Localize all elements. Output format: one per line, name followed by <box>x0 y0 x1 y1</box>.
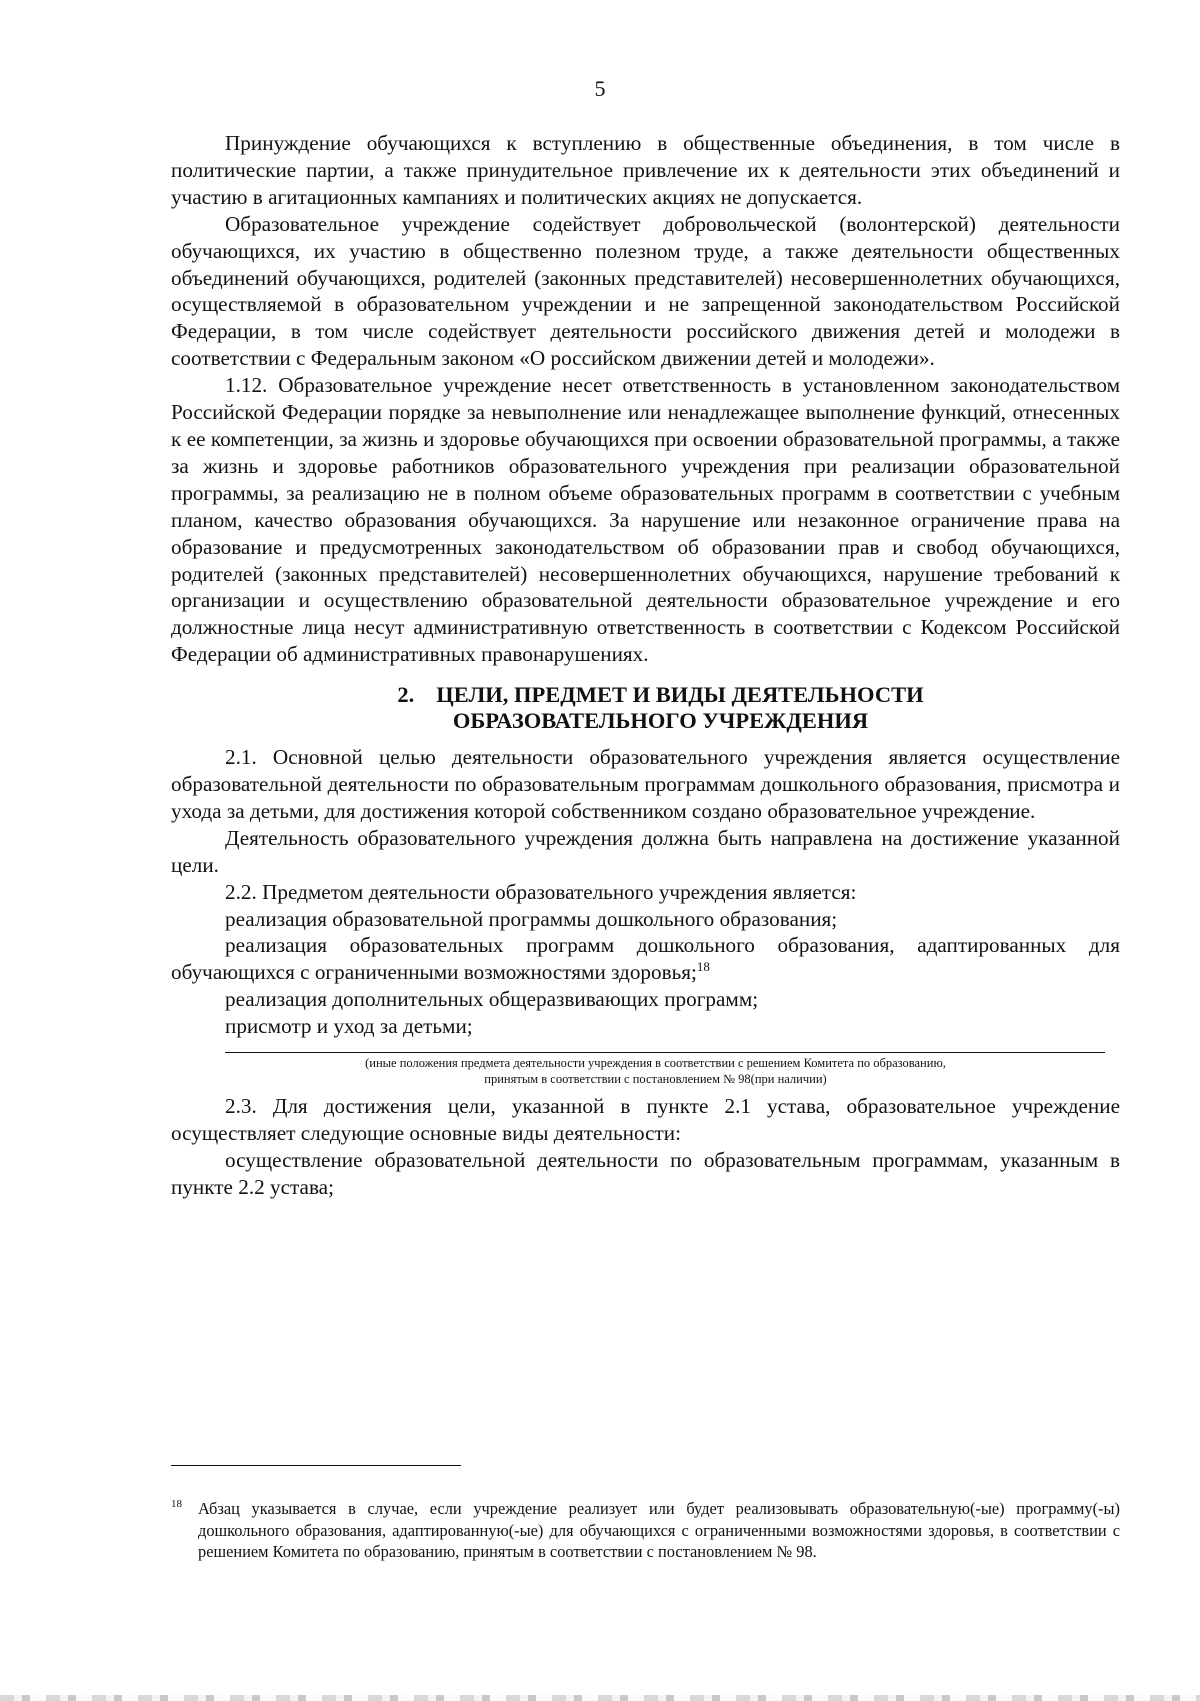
paragraph-1-12-responsibility: 1.12. Образовательное учреждение несет ответственность в установленном законодательством Российской Федерации порядке за невыполнение или ненадлежащее выполнение функций, отнесенных к ее компетенции, за жизнь и здоровье обучающихся при освоении образовательной программы, а также за жизнь и здоровье работников образовательного учреждения при реализации образовательной программы, за реализацию не в полном объеме образовательных программ в соответствии с учебным планом, качество образования обучающихся. За нарушение или незаконное ограничение права на образование и предусмотренных законодательством об образовании прав и свобод обучающихся, родителей (законных представителей) несовершеннолетних обучающихся, нарушение требований к организации и осуществлению образовательной деятельности образовательное учреждение и его должностные лица несут административную ответственность в соответствии с Кодексом Российской Федерации об административных правонарушениях. <box>171 373 1120 667</box>
footnote-reference-18[interactable]: 18 <box>696 959 710 975</box>
paragraph-2-3-activities: 2.3. Для достижения цели, указанной в пункте 2.1 устава, образовательное учреждение осуществляет следующие основные виды деятельности: <box>171 1094 1120 1145</box>
blank-caption-line2: принятым в соответствии с постановлением № 98(при наличии) <box>484 1072 827 1087</box>
list-item-adapted-programs <box>171 932 1120 986</box>
section-2-title-line2: ОБРАЗОВАТЕЛЬНОГО УЧРЕЖДЕНИЯ <box>452 708 869 734</box>
paragraph-coercion-prohibition: Принуждение обучающихся к вступлению в общественные объединения, в том числе в политические партии, а также принудительное привлечение их к деятельности этих объединений и участию в агитационных кампаниях и политических акциях не допускается. <box>171 131 1120 209</box>
list-item-adapted-programs-text: реализация образовательных программ дошкольного образования, адаптированных для обучающихся с ограниченными возможностями здоровья; <box>171 933 1120 985</box>
list-item-educational-activity: осуществление образовательной деятельности по образовательным программам, указанным в пункте 2.2 устава; <box>171 1147 1120 1199</box>
section-2-heading <box>171 682 1120 734</box>
paragraph-2-2-subject: 2.2. Предметом деятельности образовательного учреждения является: <box>225 879 857 904</box>
footnote-text: Абзац указывается в случае, если учреждение реализует или будет реализовывать образовательную(-ые) программу(-ы) дошкольного образования, адаптированную(-ые) для обучающихся с ограниченными возможностями здоровья, в соответствии с решением Комитета по образованию, принятым в соответствии с постановлением № 98. <box>198 1499 1120 1561</box>
list-item-additional-programs: реализация дополнительных общеразвивающих программ; <box>225 987 759 1012</box>
paragraph-volunteer-support: Образовательное учреждение содействует добровольческой (волонтерской) деятельности обучающихся, их участию в общественно полезном труде, а также деятельности общественных объединений обучающихся, родителей (законных представителей) несовершеннолетних обучающихся, осуществляемой в образовательном учреждении и не запрещенной законодательством Российской Федерации, в том числе содействует деятельности российского движения детей и молодежи в соответствии с Федеральным законом «О российском движении детей и молодежи». <box>171 211 1120 371</box>
footnote-mark: 18 <box>171 1498 182 1510</box>
scan-bottom-edge <box>0 1695 1200 1701</box>
footnote-separator <box>171 1465 461 1466</box>
fill-in-blank-line <box>225 1052 1105 1053</box>
footnote-18 <box>171 1498 1120 1563</box>
section-2-title-line1: ЦЕЛИ, ПРЕДМЕТ И ВИДЫ ДЕЯТЕЛЬНОСТИ <box>436 682 924 708</box>
paragraph-activity-direction: Деятельность образовательного учреждения должна быть направлена на достижение указанной цели. <box>171 825 1120 877</box>
list-item-childcare: присмотр и уход за детьми; <box>225 1014 473 1039</box>
section-2-number: 2. <box>397 682 415 708</box>
blank-caption-line1: (иные положения предмета деятельности учреждения в соответствии с решением Комитета по образованию, <box>365 1056 946 1071</box>
page-number: 5 <box>594 76 606 101</box>
fill-in-blank-caption <box>171 1055 1120 1087</box>
document-body <box>171 130 1120 1201</box>
paragraph-2-1-main-goal: 2.1. Основной целью деятельности образовательного учреждения является осуществление образовательной деятельности по образовательным программам дошкольного образования, присмотра и ухода за детьми, для достижения которой собственником создано образовательное учреждение. <box>171 745 1120 823</box>
list-item-preschool-program: реализация образовательной программы дошкольного образования; <box>225 906 838 931</box>
